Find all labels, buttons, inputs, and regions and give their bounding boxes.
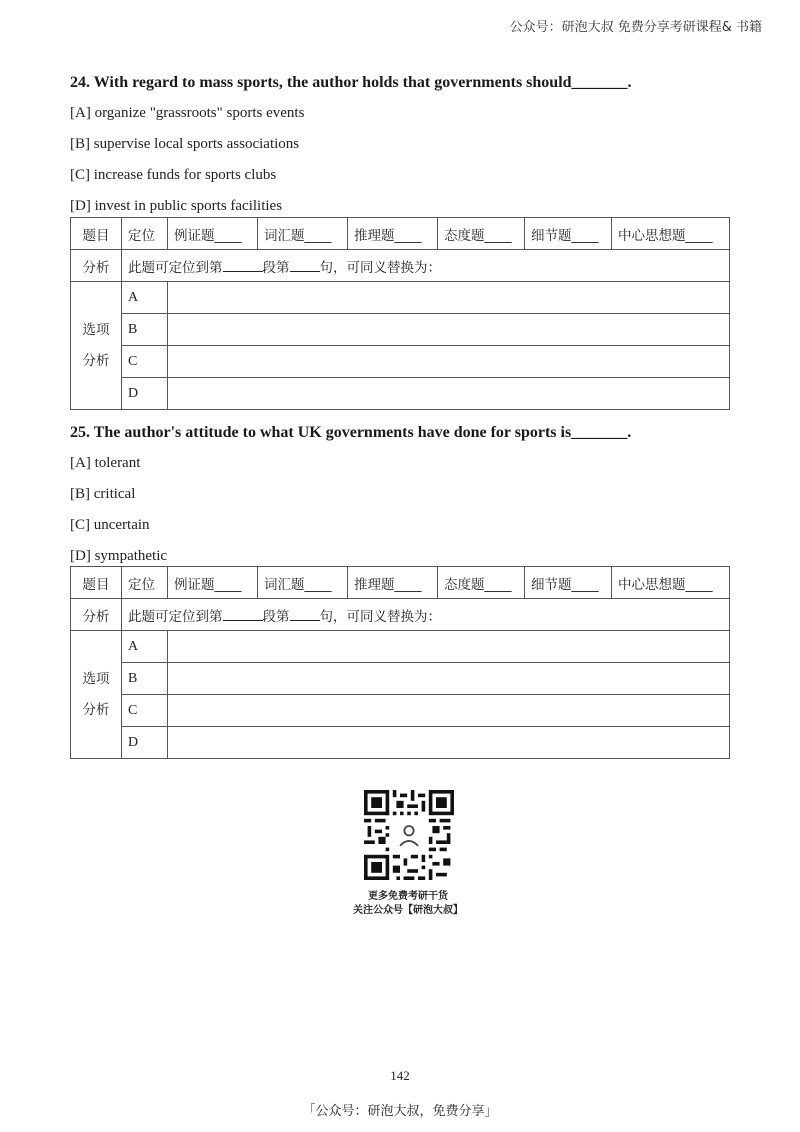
type-attitude: 态度题____ — [438, 218, 525, 250]
option-analysis-label — [71, 282, 122, 410]
type-vocabulary: 词汇题____ — [258, 567, 348, 599]
type-inference: 推理题____ — [348, 567, 438, 599]
locate-sentence-row — [122, 599, 730, 631]
type-detail: 细节题____ — [525, 567, 612, 599]
option-b-analysis — [168, 314, 730, 346]
sentence-blank — [290, 606, 320, 621]
locate-text-3: 句，可同义替换为： — [319, 608, 441, 625]
qr-caption-line-2: 关注公众号【研泡大叔】 — [353, 905, 463, 916]
option-label-line-2: 分析 — [82, 352, 110, 369]
type-locate: 定位 — [122, 567, 168, 599]
option-a-analysis — [168, 631, 730, 663]
option-d-analysis — [168, 727, 730, 759]
page-header: 公众号：研泡大叔 免费分享考研课程& 书籍 — [509, 20, 762, 35]
option-b-analysis — [168, 663, 730, 695]
type-main-idea: 中心思想题____ — [612, 218, 730, 250]
type-main-idea: 中心思想题____ — [612, 567, 730, 599]
option-label-line-2: 分析 — [82, 701, 110, 718]
option-label-line-1: 选项 — [82, 321, 110, 338]
question-analysis-label: 分析 — [71, 250, 122, 282]
question-25-stem: 25. The author's attitude to what UK governments have done for sports is_______. — [70, 424, 632, 441]
option-a-analysis — [168, 282, 730, 314]
option-label-line-1: 选项 — [82, 670, 110, 687]
page-footer: 「公众号：研泡大叔，免费分享」 — [302, 1104, 498, 1119]
option-b-letter: B — [122, 314, 168, 346]
type-vocabulary: 词汇题____ — [258, 218, 348, 250]
type-inference: 推理题____ — [348, 218, 438, 250]
locate-text-1: 此题可定位到第 — [128, 608, 223, 625]
paragraph-blank — [223, 606, 263, 621]
qr-code-icon — [364, 790, 454, 880]
type-example: 例证题____ — [168, 567, 258, 599]
locate-text-1: 此题可定位到第 — [128, 259, 223, 276]
option-d-letter: D — [122, 378, 168, 410]
option-c-letter: C — [122, 695, 168, 727]
type-example: 例证题____ — [168, 218, 258, 250]
type-locate: 定位 — [122, 218, 168, 250]
option-d-analysis — [168, 378, 730, 410]
question-24-option-c: [C] increase funds for sports clubs — [70, 167, 277, 183]
question-type-label: 题目 — [71, 218, 122, 250]
option-c-analysis — [168, 695, 730, 727]
analysis-table-25 — [70, 566, 730, 759]
option-c-letter: C — [122, 346, 168, 378]
locate-text-2: 段第 — [262, 259, 290, 276]
question-24-option-d: [D] invest in public sports facilities — [70, 198, 283, 214]
question-analysis-label: 分析 — [71, 599, 122, 631]
paragraph-blank — [223, 257, 263, 272]
option-c-analysis — [168, 346, 730, 378]
locate-text-2: 段第 — [262, 608, 290, 625]
question-25-option-b: [B] critical — [70, 486, 136, 502]
locate-sentence-row — [122, 250, 730, 282]
question-24-option-a: [A] organize "grassroots" sports events — [70, 105, 305, 121]
locate-text-3: 句，可同义替换为： — [319, 259, 441, 276]
question-25-option-a: [A] tolerant — [70, 455, 141, 471]
option-b-letter: B — [122, 663, 168, 695]
question-25-option-c: [C] uncertain — [70, 517, 150, 533]
qr-caption-line-1: 更多免费考研干货 — [368, 891, 448, 902]
question-24-option-b: [B] supervise local sports associations — [70, 136, 300, 152]
page-number: 142 — [390, 1068, 410, 1083]
type-attitude: 态度题____ — [438, 567, 525, 599]
option-d-letter: D — [122, 727, 168, 759]
sentence-blank — [290, 257, 320, 272]
type-detail: 细节题____ — [525, 218, 612, 250]
analysis-table-24 — [70, 217, 730, 410]
question-24-stem: 24. With regard to mass sports, the author holds that governments should_______. — [70, 74, 632, 91]
question-type-label: 题目 — [71, 567, 122, 599]
option-a-letter: A — [122, 282, 168, 314]
option-analysis-label — [71, 631, 122, 759]
option-a-letter: A — [122, 631, 168, 663]
question-25-option-d: [D] sympathetic — [70, 548, 168, 564]
